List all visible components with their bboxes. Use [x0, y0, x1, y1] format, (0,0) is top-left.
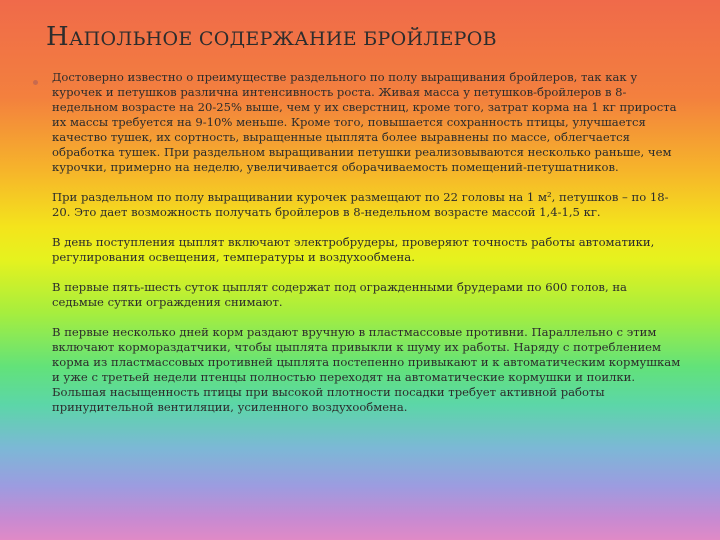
paragraph-4: В первые пять-шесть суток цыплят содержат под огражденными брудерами по 600 голов, на седьмые сутки ограждения снимают.: [52, 280, 627, 309]
paragraph-3: В день поступления цыплят включают электробрудеры, проверяют точность работы автоматики, регулирования освещения, температуры и воздухообмена.: [52, 235, 655, 264]
slide-title: [46, 22, 686, 52]
bullet-dot-icon: [33, 80, 38, 85]
paragraph-1: Достоверно известно о преимуществе раздельного по полу выращивания бройлеров, так как у курочек и петушков различна интенсивность роста. Живая масса у петушков-бройлеров в 8-недельном возрасте на 20-25% выше, чем у их сверстниц, кроме того, затрат корма на 1 кг прироста их массы требуется на 9-10% меньше. Кроме того, повышается сохранность птицы, улучшается качество тушек, их сортность, выращенные цыплята более выравнены по массе, облегчается обработка тушек. При раздельном выращивании петушки реализовываются несколько раньше, чем курочки, примерно на неделю, увеличивается оборачиваемость помещений-петушатников.: [52, 70, 677, 174]
slide-title-initial: Н: [46, 22, 69, 52]
slide-body: [52, 70, 682, 430]
paragraph-5: В первые несколько дней корм раздают вручную в пластмассовые противни. Параллельно с этим включают кормораздатчики, чтобы цыплята привыкли к шуму их работы. Наряду с потреблением корма из пластмассовых противней цыплята постепенно привыкают и к автоматическим кормушкам и уже с третьей недели птенцы полностью переходят на автоматические кормушки и поилки. Большая насыщенность птицы при высокой плотности посадки требует активной работы принудительной вентиляции, усиленного воздухообмена.: [52, 325, 681, 414]
paragraph-2: При раздельном по полу выращивании курочек размещают по 22 головы на 1 м², петушков – по 18-20. Это дает возможность получать бройлеров в 8-недельном возрасте массой 1,4-1,5 кг.: [52, 190, 669, 219]
slide-title-rest: АПОЛЬНОЕ СОДЕРЖАНИЕ БРОЙЛЕРОВ: [68, 28, 497, 50]
